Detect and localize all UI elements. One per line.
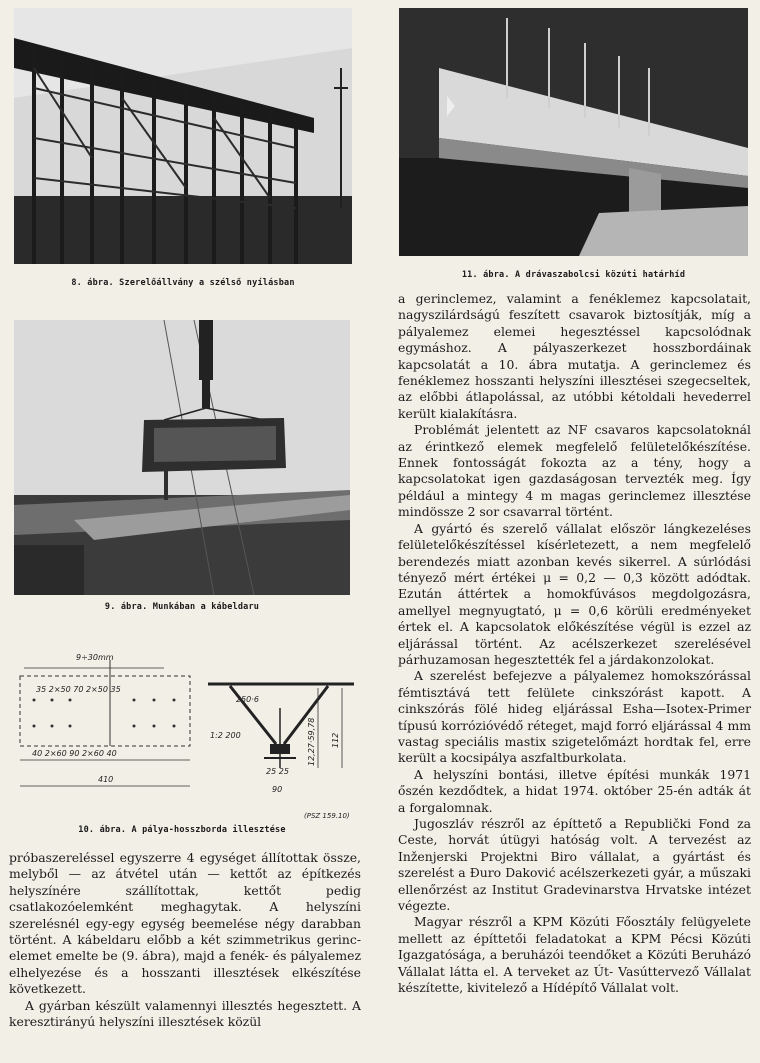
figure-9-caption: 9. ábra. Munkában a kábeldaru bbox=[104, 602, 260, 612]
figure-8-caption: 8. ábra. Szerelőállvány a szélső nyílásban bbox=[71, 278, 295, 288]
figure-11-caption: 11. ábra. A drávaszabolcsi közúti határhíd bbox=[461, 270, 686, 280]
figure-9-photo bbox=[14, 320, 350, 595]
dim-total: 410 bbox=[98, 775, 114, 784]
paragraph: a gerinclemez, valamint a fenéklemez kapcsolatait, nagyszilárdságú feszített csavarok biztosítják, míg a pályalemez elemei hegesztéssel kapcsolódnak egymáshoz. A pályaszerkezet hosszbordáinak kapcsolatát a 10. ábra mutatja. A gerinclemez és fenéklemez hosszanti helyszíni illesztései szegecseltek, az előbbi átlapolással, az utóbbi kétoldali hevederrel került kialakításra. bbox=[398, 291, 751, 421]
paragraph: A gyárban készült valamennyi illesztés hegesztett. A keresztirányú helyszíni illesztések közül bbox=[9, 997, 361, 1030]
dim-vertical-2: 112 bbox=[331, 732, 340, 748]
left-text-column bbox=[9, 850, 361, 1030]
paragraph: Magyar részről a KPM Közúti Főosztály felügyelete mellett az építtetői feladatokat a KPM Pécsi Közúti Igazgatósága, a beruházói teendőket a Közúti Beruházó Vállalat látta el. A terveket az Út- Vasúttervező Vállalat készítette, kivitelező a Hídépítő Vállalat volt. bbox=[398, 914, 751, 996]
figure-ref: (PSZ 159.10) bbox=[304, 812, 350, 820]
figure-10-caption: 10. ábra. A pálya-hosszborda illesztése bbox=[78, 825, 286, 835]
figure-8-photo bbox=[14, 8, 352, 264]
dim-sub1: 25 25 bbox=[266, 767, 289, 776]
paragraph: A szerelést befejezve a pályalemez homokszórással fémtisztává tett felülete cinkszórást kapott. A cinkszórás fölé hideg eljárással Esha—Isotex-Primer típusú korrózióvédő réteget, majd forró eljárással 4 mm vastag speciális mastix szigetelőmázt hordtak fel, erre került a kocsipálya aszfaltburkolata. bbox=[398, 668, 751, 766]
dim-top: 9÷30mm bbox=[76, 653, 114, 662]
figure-10-drawing bbox=[14, 648, 360, 823]
paragraph: A gyártó és szerelő vállalat először lángkezeléses felületelőkészítéssel kísérletezett, a nem megfelelő berendezés miatt azonban kevés sikerrel. A súrlódási tényező mért értékei μ = 0,2 — 0,3 között adódtak. Ezután áttértek a homokfúvásos megdolgozásra, amellyel megnyugtató, μ = 0,6 körüli eredményeket értek el. A kapcsolatok előkészítése végül is ezzel az eljárással történt. Az acélszerkezet szerelésével párhuzamosan hegesztették fel a járdakonzolokat. bbox=[398, 520, 751, 667]
figure-11-photo bbox=[399, 8, 748, 256]
paragraph: Jugoszláv részről az építtető a Republički Fond za Ceste, horvát útügyi hatóság volt. A tervezést az Inženjerski Projektni Biro vállalat, a gyártást és szerelést a Đuro Daković acélszerkezeti gyár, a műszaki ellenőrzést az Institut Gradevinarstva Hrvatske intézet végezte. bbox=[398, 816, 751, 914]
right-text-column bbox=[398, 291, 751, 996]
dim-row1: 35 2×50 70 2×50 35 bbox=[36, 685, 121, 694]
paragraph: A helyszíni bontási, illetve építési munkák 1971 őszén kezdődtek, a hidat 1974. október 25-én adták át a forgalomnak. bbox=[398, 766, 751, 815]
dim-ratio: 1:2 200 bbox=[210, 731, 241, 740]
dim-row2: 40 2×60 90 2×60 40 bbox=[32, 749, 117, 758]
paragraph: Problémát jelentett az NF csavaros kapcsolatoknál az érintkező elemek megfelelő felületelőkészítése. Ennek fontosságát fokozta az a tény, hogy a kapcsolatokat igen gazdaságosan tervezték meg. Így például a mintegy 4 m magas gerinclemez illesztése mindössze 2 sor csavarral történt. bbox=[398, 422, 751, 520]
dim-plate: 250·6 bbox=[236, 695, 259, 704]
dim-sub2: 90 bbox=[272, 785, 283, 794]
dim-vertical-1: 12,27·59,78 bbox=[307, 717, 316, 766]
paragraph: próbaszereléssel egyszerre 4 egységet állítottak össze, melyből — az átvétel után — kettőt az építkezés helyszínére szállítottak, kettőt pedig csatlakozóelemként meghagytak. A helyszíni szerelésnél egy-egy egység beemelése négy darabban történt. A kábeldaru előbb a két szimmetrikus gerincelemet emelte be (9. ábra), majd a fenék- és pályalemez elhelyezése és a hosszanti illesztések elkészítése következett. bbox=[9, 850, 361, 997]
